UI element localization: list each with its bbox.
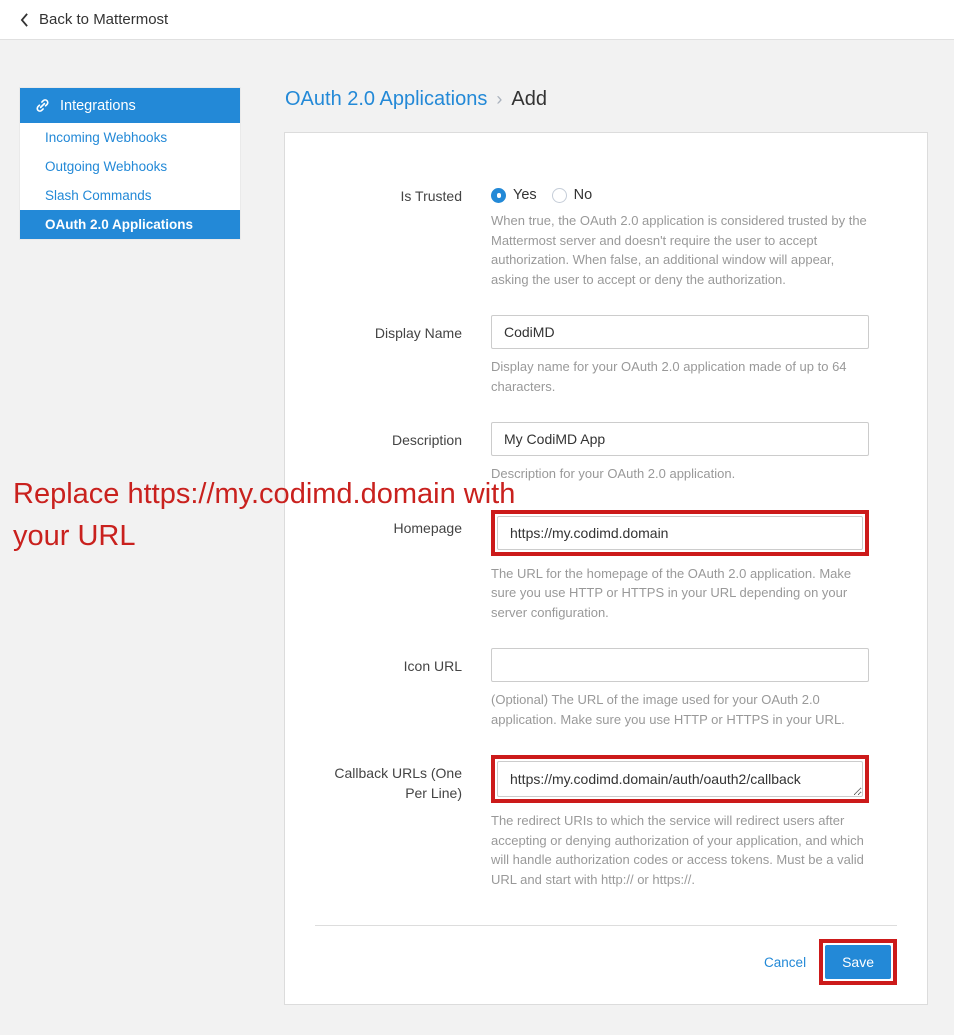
callback-urls-highlight-box xyxy=(491,755,869,803)
main-content xyxy=(284,88,928,1005)
breadcrumb xyxy=(284,88,928,111)
form-row-is-trusted xyxy=(315,184,897,289)
is-trusted-label: Is Trusted xyxy=(400,188,462,204)
form-row-display-name xyxy=(315,315,897,396)
display-name-input[interactable] xyxy=(491,315,869,349)
form-row-description xyxy=(315,422,897,484)
form-footer xyxy=(315,925,897,1001)
icon-url-label: Icon URL xyxy=(403,658,462,674)
form-row-icon-url xyxy=(315,648,897,729)
homepage-help: The URL for the homepage of the OAuth 2.0 application. Make sure you use HTTP or HTTPS in your URL depending on your server configuration. xyxy=(491,565,852,620)
callback-urls-textarea[interactable] xyxy=(497,761,863,797)
description-label: Description xyxy=(391,432,462,448)
icon-url-input[interactable] xyxy=(491,648,869,682)
radio-yes-label: Yes xyxy=(513,187,537,203)
is-trusted-help: When true, the OAuth 2.0 application is considered trusted by the Mattermost server and doesn't require the user to accept authorization. When false, an additional window will appear, asking the user to accept or deny the authorization. xyxy=(491,213,867,287)
form-row-callback-urls xyxy=(315,755,897,889)
back-chevron-icon xyxy=(19,13,30,27)
callback-urls-help: The redirect URIs to which the service will redirect users after accepting or denying authorization of your application, and which will handle authorization codes or access tokens. Must be a valid URL and start with http:// or https://. xyxy=(491,813,864,887)
radio-checked-icon xyxy=(491,188,506,203)
form-row-homepage xyxy=(315,510,897,623)
radio-unchecked-icon xyxy=(552,188,567,203)
homepage-highlight-box xyxy=(491,510,869,556)
is-trusted-no-radio[interactable] xyxy=(552,187,593,203)
display-name-label: Display Name xyxy=(374,325,462,341)
admin-sidebar xyxy=(20,88,240,239)
is-trusted-yes-radio[interactable] xyxy=(491,187,537,203)
homepage-label: Homepage xyxy=(393,519,462,536)
sidebar-item-slash-commands[interactable]: Slash Commands xyxy=(45,188,152,203)
description-help: Description for your OAuth 2.0 application. xyxy=(491,466,736,481)
display-name-help: Display name for your OAuth 2.0 application made of up to 64 characters. xyxy=(491,359,847,394)
save-button[interactable]: Save xyxy=(825,945,891,979)
breadcrumb-chevron-icon: › xyxy=(496,89,503,109)
sidebar-item-outgoing-webhooks[interactable]: Outgoing Webhooks xyxy=(45,159,168,174)
callback-urls-label: Callback URLs (One Per Line) xyxy=(334,765,462,802)
cancel-button[interactable]: Cancel xyxy=(764,954,807,970)
breadcrumb-parent-link[interactable]: OAuth 2.0 Applications xyxy=(285,88,488,110)
sidebar-section-label: Integrations xyxy=(60,97,136,114)
oauth-app-form-card xyxy=(284,132,928,1005)
sidebar-item-incoming-webhooks[interactable]: Incoming Webhooks xyxy=(45,130,168,145)
back-to-mattermost-link[interactable]: Back to Mattermost xyxy=(39,11,169,28)
icon-url-help: (Optional) The URL of the image used for your OAuth 2.0 application. Make sure you use HTTP or HTTPS in your URL. xyxy=(491,692,845,727)
page-title: Add xyxy=(511,88,547,110)
description-input[interactable] xyxy=(491,422,869,456)
is-trusted-radio-group xyxy=(491,184,869,203)
link-icon xyxy=(35,98,50,113)
topbar xyxy=(0,0,954,40)
sidebar-items xyxy=(20,123,240,239)
homepage-input[interactable] xyxy=(497,516,863,550)
save-highlight-box xyxy=(819,939,897,985)
sidebar-item-oauth-applications[interactable]: OAuth 2.0 Applications xyxy=(20,210,240,239)
sidebar-section-integrations[interactable] xyxy=(20,88,240,123)
radio-no-label: No xyxy=(573,187,593,203)
annotation-replace-url: Replace https://my.codimd.domain with your URL xyxy=(13,478,516,553)
